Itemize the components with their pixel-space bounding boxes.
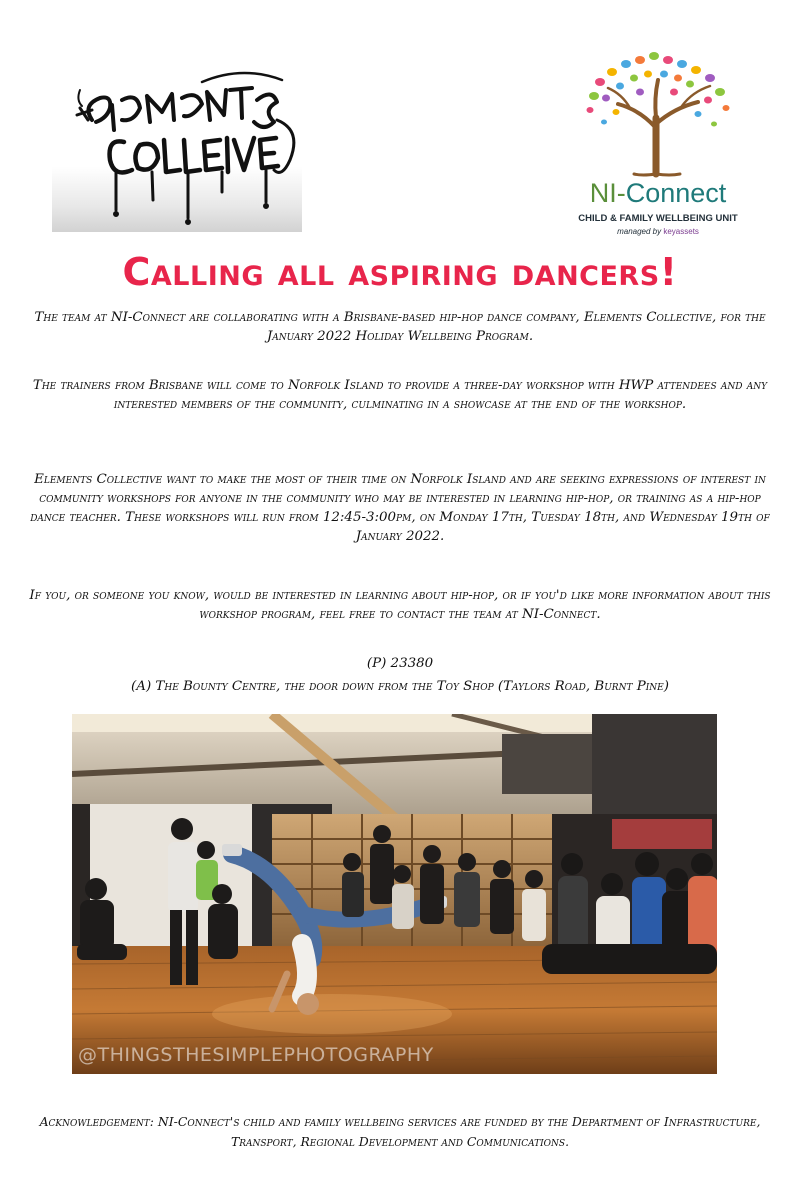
- intro-paragraph: The team at NI-Connect are collaborating with a Brisbane-based hip-hop dance company, Elements Collective, for the January 2022 Holiday Wellbeing Program.: [34, 310, 766, 344]
- tree-icon: [570, 48, 746, 178]
- ni-connect-logo: [570, 48, 746, 243]
- ni-connect-subtitle: CHILD & FAMILY WELLBEING UNIT: [578, 213, 738, 224]
- trainers-paragraph: The trainers from Brisbane will come to Norfolk Island to provide a three-day workshop with HWP attendees and any interested members of the community, culminating in a showcase at the end of the workshop.: [32, 378, 768, 412]
- address: (A) The Bounty Centre, the door down from the Toy Shop (Taylors Road, Burnt Pine): [131, 679, 669, 694]
- photo-watermark: @THINGSTHESIMPLEPHOTOGRAPHY: [78, 1044, 434, 1066]
- phone-number: (P) 23380: [366, 656, 434, 671]
- headline: Calling all aspiring dancers!: [122, 250, 678, 294]
- dance-photo: [72, 714, 717, 1074]
- contact-paragraph: If you, or someone you know, would be interested in learning about hip-hop, or if you'd like more information about this workshop program, feel free to contact the team at NI-Connect.: [29, 588, 771, 622]
- ni-connect-managed-by: managed by keyassets: [617, 227, 699, 236]
- elements-collective-logo: [52, 60, 302, 232]
- acknowledgement: Acknowledgement: NI-Connect's child and family wellbeing services are funded by the Department of Infrastructure, Transport, Regional Development and Communications.: [39, 1114, 761, 1149]
- keyassets-label: keyassets: [663, 227, 699, 236]
- ni-connect-wordmark: NI-Connect: [589, 178, 727, 208]
- workshops-paragraph: Elements Collective want to make the most of their time on Norfolk Island and are seeking expressions of interest in community workshops for anyone in the community who may be interested in learning hip-hop, or training as a hip-hop dance teacher. These workshops will run from 12:45-3:00pm, on Monday 17th, Tuesday 18th, and Wednesday 19th of January 2022.: [30, 472, 770, 544]
